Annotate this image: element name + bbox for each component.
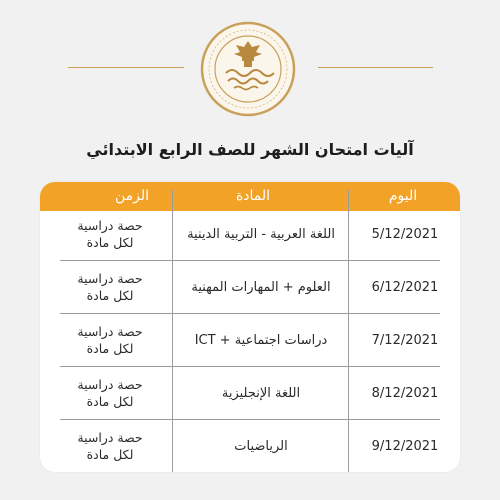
exam-schedule-table bbox=[40, 182, 460, 472]
date-cell: 6/12/2021 bbox=[371, 279, 439, 295]
table-row bbox=[40, 208, 460, 260]
ministry-seal-logo bbox=[200, 21, 296, 117]
subject-cell: اللغة الإنجليزية bbox=[221, 385, 301, 401]
subject-cell: العلوم + المهارات المهنية bbox=[191, 279, 331, 295]
header-time: الزمن bbox=[114, 188, 150, 204]
header-subject: المادة bbox=[235, 188, 271, 204]
date-cell: 9/12/2021 bbox=[371, 438, 439, 454]
divider-left bbox=[68, 67, 184, 68]
date-cell: 8/12/2021 bbox=[371, 385, 439, 401]
header-day: اليوم bbox=[388, 188, 418, 204]
table-row bbox=[40, 261, 460, 313]
subject-cell: اللغة العربية - التربية الدينية bbox=[187, 226, 335, 242]
date-cell: 5/12/2021 bbox=[371, 226, 439, 242]
divider-right bbox=[318, 67, 433, 68]
subject-cell: الرياضيات bbox=[234, 438, 288, 454]
time-cell: حصة دراسية لكل مادة bbox=[77, 271, 143, 303]
time-cell: حصة دراسية لكل مادة bbox=[77, 324, 143, 356]
page-title: آليات امتحان الشهر للصف الرابع الابتدائي bbox=[86, 140, 414, 159]
date-cell: 7/12/2021 bbox=[371, 332, 439, 348]
table-row bbox=[40, 314, 460, 366]
time-cell: حصة دراسية لكل مادة bbox=[77, 218, 143, 250]
time-cell: حصة دراسية لكل مادة bbox=[77, 377, 143, 409]
table-row bbox=[40, 367, 460, 419]
subject-cell: دراسات اجتماعية + ICT bbox=[194, 332, 328, 348]
time-cell: حصة دراسية لكل مادة bbox=[77, 430, 143, 462]
table-row bbox=[40, 420, 460, 472]
table-header bbox=[40, 182, 460, 211]
